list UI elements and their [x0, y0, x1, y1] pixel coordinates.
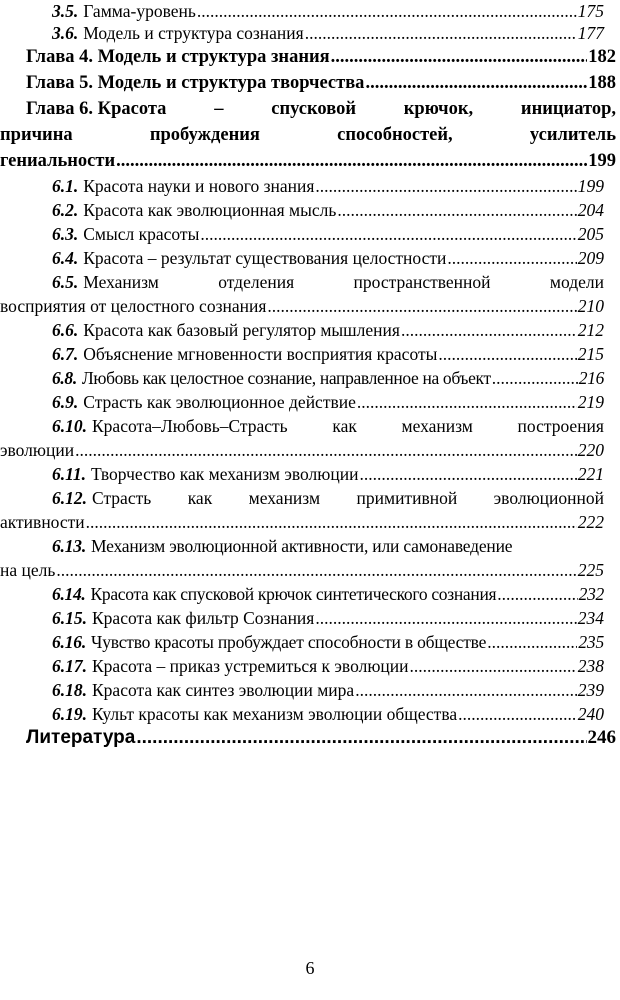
leader-dots: [359, 463, 576, 485]
toc-chapter-line: [0, 124, 616, 146]
leader-dots: [86, 511, 577, 533]
entry-page: 220: [577, 440, 604, 460]
entry-title: Модель и структура сознания: [83, 23, 304, 43]
entry-word: механизм: [248, 488, 321, 508]
entry-number: 6.17.: [52, 656, 87, 676]
toc-entry: [52, 343, 604, 365]
toc-entry: [52, 175, 604, 197]
toc-entry-line: [52, 535, 604, 557]
entry-page: 222: [577, 512, 604, 532]
leader-dots: [331, 46, 588, 68]
entry-number: 6.5.: [52, 272, 79, 292]
entry-page: 232: [578, 584, 604, 604]
entry-page: 212: [577, 320, 604, 340]
toc-entry: [52, 391, 604, 413]
entry-page: 216: [578, 368, 604, 388]
entry-title: Культ красоты как механизм эволюции общества: [92, 704, 458, 724]
leader-dots: [458, 703, 577, 725]
chapter-word: пробуждения: [149, 125, 260, 145]
entry-number: 3.5.: [52, 1, 79, 21]
leader-dots: [487, 631, 577, 653]
leader-dots: [200, 223, 576, 245]
entry-page: 215: [577, 344, 604, 364]
entry-number: 6.15.: [52, 608, 87, 628]
entry-word: как: [187, 488, 213, 508]
chapter-page: 182: [588, 47, 616, 67]
leader-dots: [315, 175, 576, 197]
entry-number: 6.4.: [52, 248, 79, 268]
leader-dots: [492, 367, 578, 389]
entry-word: эволюционной: [493, 488, 604, 508]
entry-number: 6.3.: [52, 224, 79, 244]
toc-entry: [52, 679, 604, 701]
entry-page: 221: [577, 464, 604, 484]
leader-dots: [197, 0, 577, 22]
toc-literature: [26, 727, 616, 749]
entry-number: 6.10.: [52, 416, 87, 436]
chapter-word: спусковой: [271, 99, 356, 119]
chapter-word: крючок,: [403, 99, 474, 119]
toc-entry-line: [52, 415, 604, 437]
entry-word: Механизм: [83, 272, 159, 292]
chapter-word: Глава 6. Красота: [26, 99, 167, 119]
toc-entry: [52, 703, 604, 725]
entry-title: Красота как синтез эволюции мира: [92, 680, 355, 700]
literature-title: Литература: [26, 727, 136, 748]
toc-chapter-line: [26, 98, 616, 120]
entry-word: механизм: [401, 416, 473, 436]
leader-dots: [365, 72, 587, 94]
toc-entry: [52, 655, 604, 677]
entry-page: 239: [577, 680, 604, 700]
entry-title: Творчество как механизм эволюции: [91, 464, 359, 484]
leader-dots: [75, 439, 577, 461]
entry-number: 6.8.: [52, 368, 77, 388]
toc-entry: [52, 631, 604, 653]
chapter-page: 199: [588, 151, 616, 171]
entry-page: 225: [577, 560, 604, 580]
toc-entry: [52, 247, 604, 269]
entry-title: Страсть как эволюционное действие: [83, 392, 356, 412]
entry-word: пространственной: [353, 272, 491, 292]
entry-page: 240: [577, 704, 604, 724]
chapter-word: инициатор,: [520, 99, 616, 119]
entry-number: 6.16.: [52, 632, 87, 652]
entry-title: Красота как базовый регулятор мышления: [83, 320, 400, 340]
entry-word: отделения: [218, 272, 295, 292]
entry-title: Красота как спусковой крючок синтетического сознания: [90, 584, 497, 604]
chapter-title: Глава 4. Модель и структура знания: [26, 47, 330, 67]
chapter-word: причина: [0, 125, 73, 145]
toc-chapter-line: [0, 150, 616, 172]
toc-entry: [52, 319, 604, 341]
entry-number: 6.6.: [52, 320, 79, 340]
entry-title: Красота науки и нового знания: [83, 176, 315, 196]
leader-dots: [56, 559, 576, 581]
page-number: 6: [305, 958, 315, 978]
entry-number: 6.14.: [52, 584, 86, 604]
leader-dots: [267, 295, 576, 317]
entry-word: Страсть: [92, 488, 152, 508]
entry-title: Гамма-уровень: [83, 1, 196, 21]
entry-number: 3.6.: [52, 23, 79, 43]
entry-title: Чувство красоты пробуждает способности в обществе: [91, 632, 487, 652]
entry-title: активности: [0, 512, 85, 532]
chapter-word: –: [214, 99, 224, 119]
leader-dots: [410, 655, 577, 677]
toc-entry-line: [52, 487, 604, 509]
leader-dots: [447, 247, 576, 269]
literature-page: 246: [587, 727, 616, 748]
toc-entry-line: [52, 271, 604, 293]
leader-dots: [315, 607, 576, 629]
chapter-word: способностей,: [337, 125, 453, 145]
leader-dots: [305, 22, 577, 44]
entry-title: восприятия от целостного сознания: [0, 296, 267, 316]
entry-page: 219: [577, 392, 604, 412]
toc-chapter: [26, 46, 616, 68]
leader-dots: [355, 679, 577, 701]
leader-dots: [136, 727, 586, 749]
entry-word: Красота–Любовь–Страсть: [92, 416, 288, 436]
entry-page: 235: [578, 632, 604, 652]
chapter-word: усилитель: [529, 125, 616, 145]
entry-number: 6.19.: [52, 704, 87, 724]
entry-title: Красота – приказ устремиться к эволюции: [92, 656, 409, 676]
toc-entry: [52, 367, 604, 389]
chapter-page: 188: [588, 73, 616, 93]
toc-entry: [52, 0, 604, 22]
toc-entry: [52, 22, 604, 44]
leader-dots: [497, 583, 577, 605]
leader-dots: [337, 199, 576, 221]
chapter-title: Глава 5. Модель и структура творчества: [26, 73, 365, 93]
toc-entry-line: [0, 439, 604, 461]
entry-title: Красота – результат существования целостности: [83, 248, 447, 268]
entry-page: 204: [577, 200, 604, 220]
entry-number: 6.2.: [52, 200, 79, 220]
leader-dots: [116, 150, 587, 172]
leader-dots: [401, 319, 577, 341]
toc-entry-line: [0, 511, 604, 533]
entry-number: 6.18.: [52, 680, 87, 700]
toc-entry: [52, 583, 604, 605]
entry-title: Красота как фильтр Сознания: [92, 608, 315, 628]
entry-page: 238: [577, 656, 604, 676]
toc-entry-line: [0, 559, 604, 581]
entry-title: Механизм эволюционной активности, или самонаведение: [91, 536, 513, 556]
entry-title: на цель: [0, 560, 56, 580]
entry-page: 175: [577, 1, 604, 21]
toc-entry-line: [0, 295, 604, 317]
entry-page: 234: [577, 608, 604, 628]
entry-number: 6.12.: [52, 488, 87, 508]
entry-word: как: [332, 416, 357, 436]
leader-dots: [357, 391, 577, 413]
toc-entry: [52, 199, 604, 221]
entry-number: 6.11.: [52, 464, 87, 484]
entry-number: 6.9.: [52, 392, 79, 412]
entry-page: 210: [577, 296, 604, 316]
entry-title: Любовь как целостное сознание, направленное на объект: [81, 368, 491, 388]
entry-title: Красота как эволюционная мысль: [83, 200, 337, 220]
entry-page: 177: [577, 23, 604, 43]
entry-title: Смысл красоты: [83, 224, 200, 244]
chapter-word: гениальности: [0, 151, 116, 171]
entry-word: примитивной: [356, 488, 458, 508]
entry-number: 6.1.: [52, 176, 79, 196]
entry-page: 199: [577, 176, 604, 196]
entry-title: Объяснение мгновенности восприятия красоты: [83, 344, 438, 364]
entry-page: 209: [577, 248, 604, 268]
toc-entry: [52, 463, 604, 485]
entry-number: 6.13.: [52, 536, 87, 556]
entry-page: 205: [577, 224, 604, 244]
entry-title: эволюции: [0, 440, 75, 460]
entry-word: построения: [517, 416, 604, 436]
entry-word: модели: [549, 272, 604, 292]
leader-dots: [438, 343, 576, 365]
entry-number: 6.7.: [52, 344, 79, 364]
toc-entry: [52, 223, 604, 245]
toc-chapter: [26, 72, 616, 94]
toc-entry: [52, 607, 604, 629]
